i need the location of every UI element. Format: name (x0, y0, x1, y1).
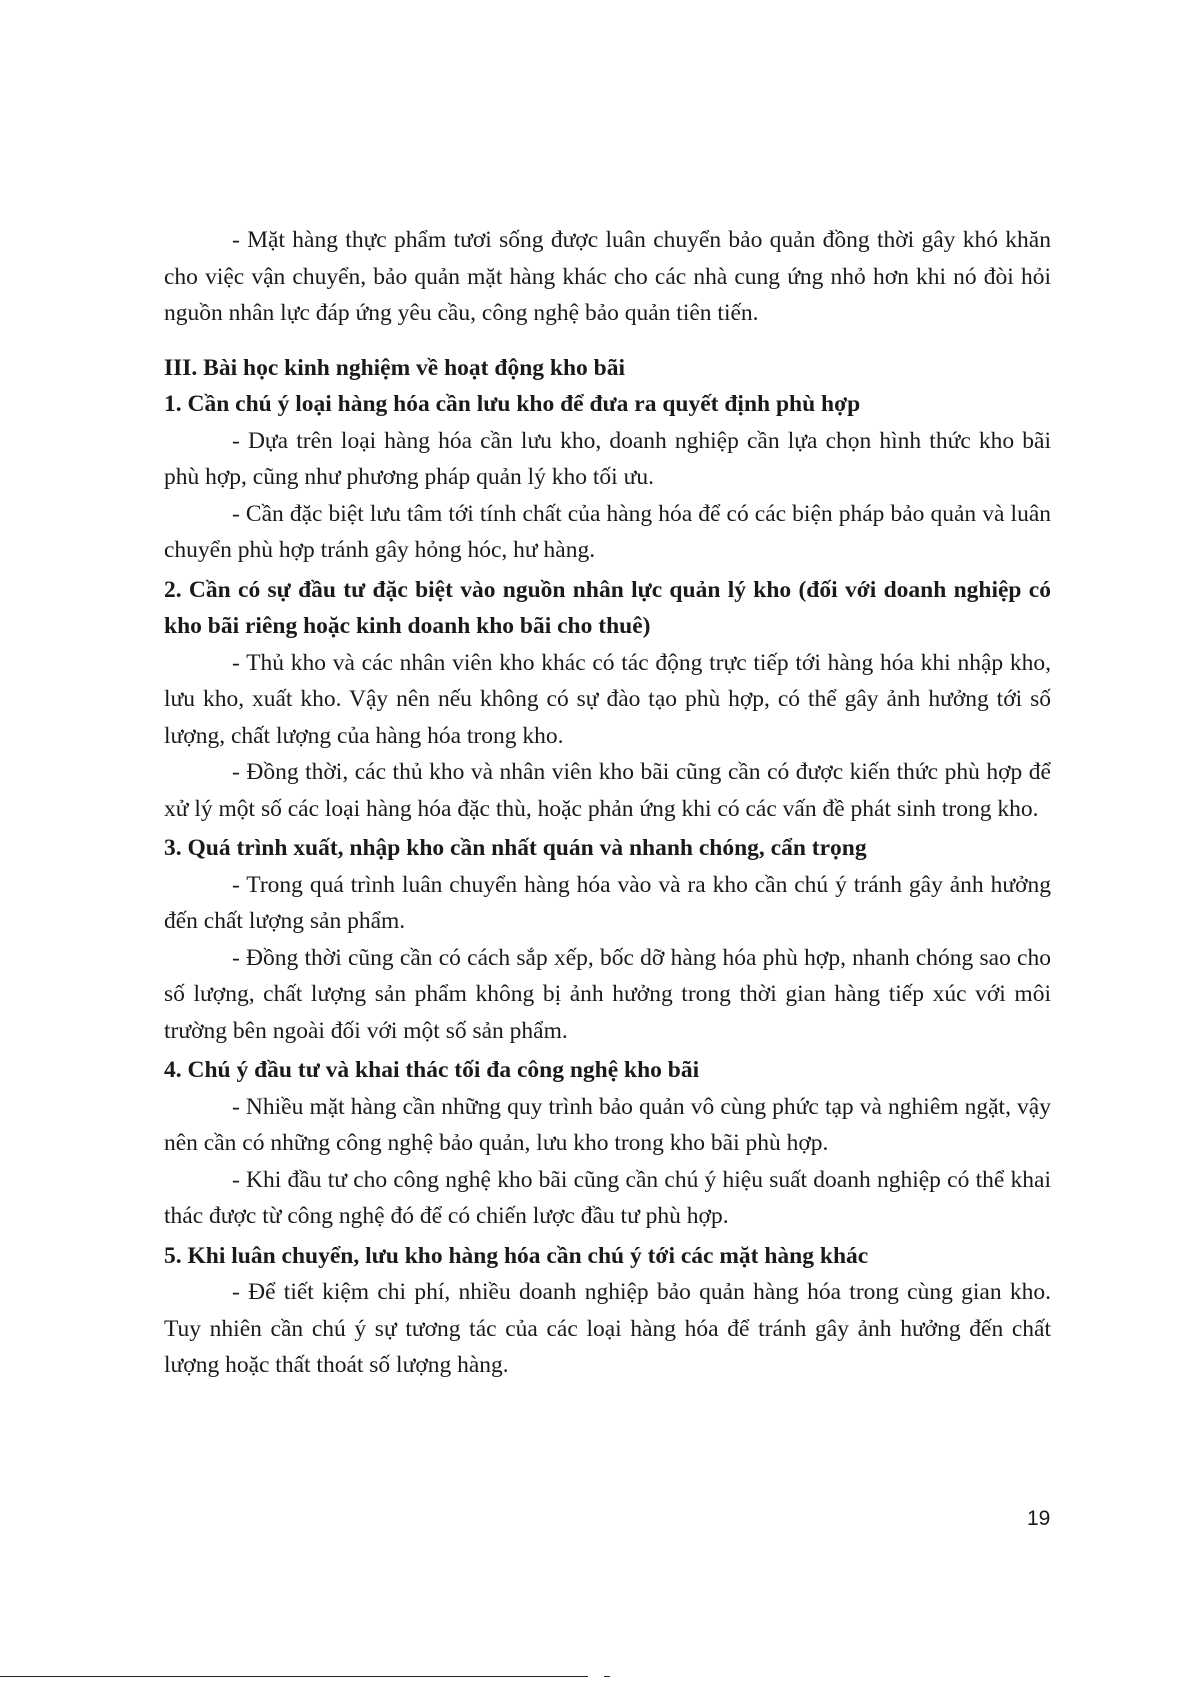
subsection-4-paragraph-1: - Nhiều mặt hàng cần những quy trình bảo quản vô cùng phức tạp và nghiêm ngặt, vậy nên cần có những công nghệ bảo quản, lưu kho trong kho bãi phù hợp. (164, 1093, 1051, 1156)
subsection-1-paragraph-1: - Dựa trên loại hàng hóa cần lưu kho, doanh nghiệp cần lựa chọn hình thức kho bãi phù hợp, cũng như phương pháp quản lý kho tối ưu. (164, 427, 1051, 490)
bottom-divider-fragment (604, 1676, 610, 1677)
section-title: III. Bài học kinh nghiệm về hoạt động kho bãi (164, 354, 626, 381)
bottom-divider (0, 1676, 588, 1677)
subsection-5-heading: 5. Khi luân chuyển, lưu kho hàng hóa cần chú ý tới các mặt hàng khác (164, 1242, 869, 1269)
page-number: 19 (1027, 1507, 1051, 1530)
intro-paragraph: - Mặt hàng thực phẩm tươi sống được luân chuyển bảo quản đồng thời gây khó khăn cho việc vận chuyển, bảo quản mặt hàng khác cho các nhà cung ứng nhỏ hơn khi nó đòi hỏi nguồn nhân lực đáp ứng yêu cầu, công nghệ bảo quản tiên tiến. (164, 227, 1051, 326)
subsection-3-paragraph-1: - Trong quá trình luân chuyển hàng hóa vào và ra kho cần chú ý tránh gây ảnh hưởng đến chất lượng sản phẩm. (164, 871, 1051, 934)
subsection-2-heading: 2. Cần có sự đầu tư đặc biệt vào nguồn nhân lực quản lý kho (đối với doanh nghiệp có kho bãi riêng hoặc kinh doanh kho bãi cho thuê) (164, 576, 1051, 639)
subsection-4-heading: 4. Chú ý đầu tư và khai thác tối đa công nghệ kho bãi (164, 1057, 700, 1083)
subsection-1-paragraph-2: - Cần đặc biệt lưu tâm tới tính chất của hàng hóa để có các biện pháp bảo quản và luân chuyển phù hợp tránh gây hỏng hóc, hư hàng. (164, 500, 1051, 563)
subsection-5-paragraph-1: - Để tiết kiệm chi phí, nhiều doanh nghiệp bảo quản hàng hóa trong cùng gian kho. Tuy nhiên cần chú ý sự tương tác của các loại hàng hóa để tránh gây ảnh hưởng đến chất lượng hoặc thất thoát số lượng hàng. (164, 1279, 1051, 1378)
subsection-2-paragraph-2: - Đồng thời, các thủ kho và nhân viên kho bãi cũng cần có được kiến thức phù hợp để xử lý một số các loại hàng hóa đặc thù, hoặc phản ứng khi có các vấn đề phát sinh trong kho. (164, 759, 1051, 822)
subsection-3-paragraph-2: - Đồng thời cũng cần có cách sắp xếp, bốc dỡ hàng hóa phù hợp, nhanh chóng sao cho số lượng, chất lượng sản phẩm không bị ảnh hưởng trong thời gian hàng tiếp xúc với môi trường bên ngoài đối với một số sản phẩm. (164, 944, 1051, 1044)
subsection-3-heading: 3. Quá trình xuất, nhập kho cần nhất quán và nhanh chóng, cẩn trọng (164, 835, 867, 861)
subsection-4-paragraph-2: - Khi đầu tư cho công nghệ kho bãi cũng cần chú ý hiệu suất doanh nghiệp có thể khai thác được từ công nghệ đó để có chiến lược đầu tư phù hợp. (164, 1166, 1051, 1229)
document-page (164, 222, 1051, 1384)
subsection-1-heading: 1. Cần chú ý loại hàng hóa cần lưu kho để đưa ra quyết định phù hợp (164, 391, 861, 417)
subsection-2-paragraph-1: - Thủ kho và các nhân viên kho khác có tác động trực tiếp tới hàng hóa khi nhập kho, lưu kho, xuất kho. Vậy nên nếu không có sự đào tạo phù hợp, có thể gây ảnh hưởng tới số lượng, chất lượng của hàng hóa trong kho. (164, 649, 1051, 749)
